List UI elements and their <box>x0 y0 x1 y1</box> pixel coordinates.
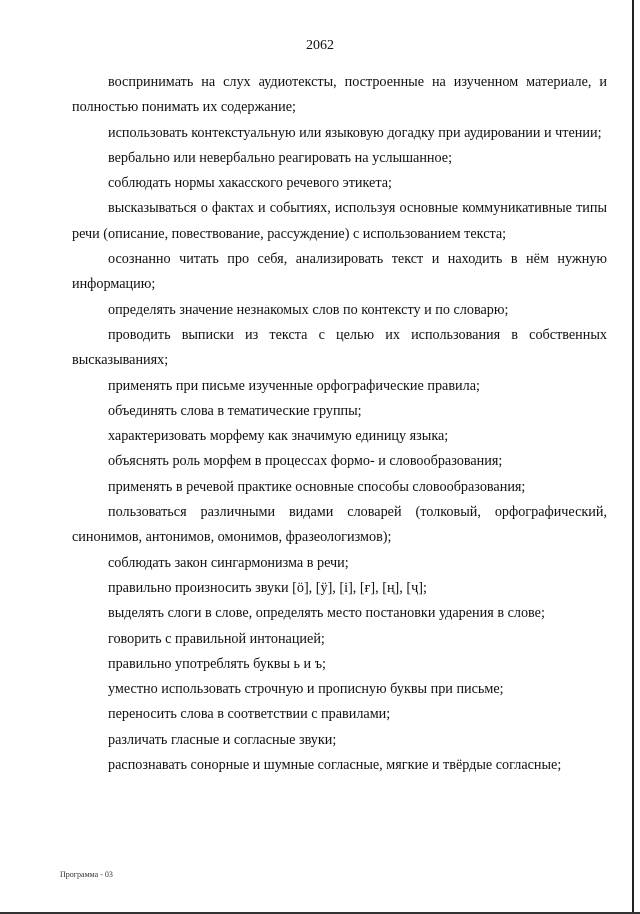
paragraph: выделять слоги в слове, определять место постановки ударения в слове; <box>108 605 545 622</box>
paragraph: применять при письме изученные орфографические правила; <box>108 377 480 394</box>
paragraph: высказываться о фактах и событиях, используя основные коммуникативные типы речи (описание, повествование, рассуждение) с использованием текста; <box>72 200 607 242</box>
paragraph: правильно произносить звуки [ӧ], [ӱ], [і], [ғ], [ң], [ҷ]; <box>108 579 427 596</box>
paragraph: различать гласные и согласные звуки; <box>108 731 337 748</box>
paragraph: переносить слова в соответствии с правилами; <box>108 706 391 723</box>
paragraph: воспринимать на слух аудиотексты, построенные на изученном материале, и полностью понимать их содержание; <box>72 74 607 116</box>
paragraph: осознанно читать про себя, анализировать текст и находить в нём нужную информацию; <box>72 251 607 293</box>
scan-edge-right <box>632 0 634 914</box>
paragraph: использовать контекстуальную или языковую догадку при аудировании и чтении; <box>108 124 602 141</box>
paragraph: объяснять роль морфем в процессах формо- и словообразования; <box>108 453 503 470</box>
paragraph: соблюдать закон сингармонизма в речи; <box>108 554 349 571</box>
paragraph: характеризовать морфему как значимую единицу языка; <box>108 428 449 445</box>
paragraph: проводить выписки из текста с целью их использования в собственных высказываниях; <box>72 326 607 369</box>
paragraph: распознавать сонорные и шумные согласные, мягкие и твёрдые согласные; <box>108 757 562 774</box>
paragraph: применять в речевой практике основные способы словообразования; <box>108 478 526 495</box>
paragraph: вербально или невербально реагировать на услышанное; <box>108 149 453 166</box>
page-number: 2062 <box>306 38 334 53</box>
paragraph: говорить с правильной интонацией; <box>108 630 325 647</box>
paragraph: соблюдать нормы хакасского речевого этикета; <box>108 175 392 192</box>
paragraph: правильно употреблять буквы ь и ъ; <box>108 655 326 672</box>
footer-label: Программа - 03 <box>60 870 113 879</box>
paragraph: уместно использовать строчную и прописную буквы при письме; <box>108 681 504 698</box>
paragraph: объединять слова в тематические группы; <box>108 402 362 419</box>
body-text <box>72 70 607 778</box>
paragraph: определять значение незнакомых слов по контексту и по словарю; <box>108 301 509 318</box>
paragraph: пользоваться различными видами словарей (толковый, орфографический, синонимов, антонимов, омонимов, фразеологизмов); <box>72 504 607 546</box>
